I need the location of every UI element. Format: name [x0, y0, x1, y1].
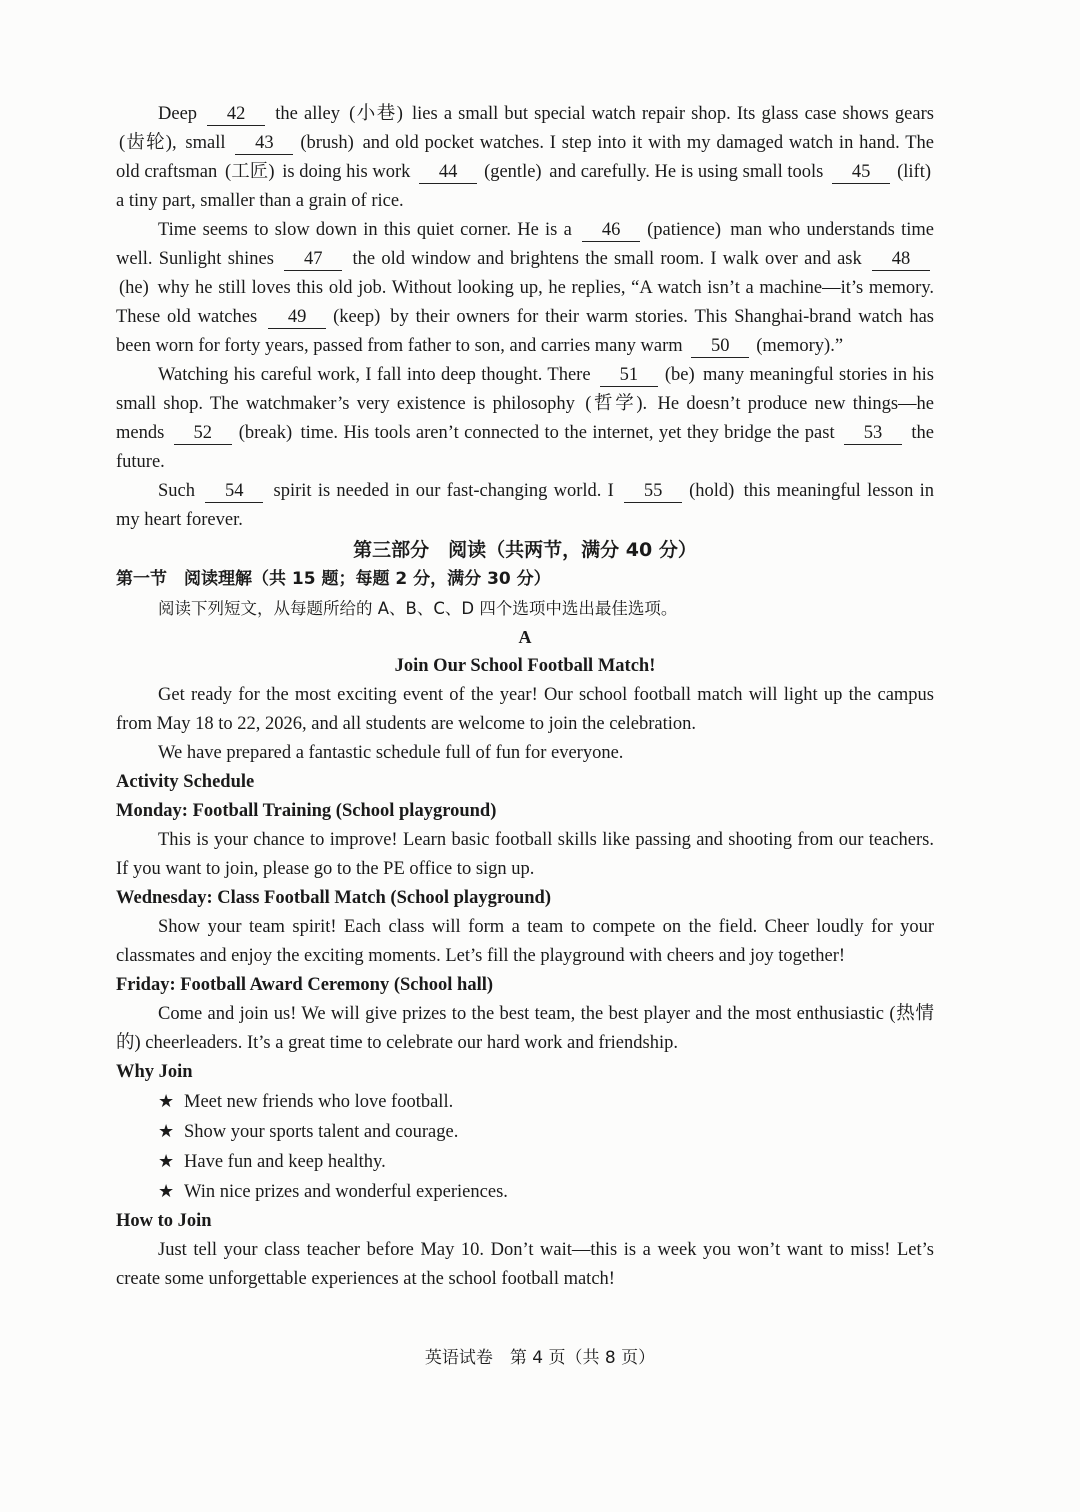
list-item-text: Have fun and keep healthy. — [184, 1152, 386, 1172]
why-join-list — [116, 1087, 934, 1207]
passage-letter: A — [518, 627, 532, 647]
text: is doing his work — [277, 162, 416, 182]
hint: (lift) — [897, 162, 931, 182]
hint: (keep) — [333, 307, 381, 327]
blank-54[interactable]: 54 — [205, 480, 263, 503]
hint: (gentle) — [484, 162, 542, 182]
section-one-title: 第一节 阅读理解（共 15 题；每题 2 分，满分 30 分） — [116, 569, 551, 589]
cloze-paragraph-4 — [116, 477, 934, 535]
blank-44[interactable]: 44 — [419, 161, 477, 184]
exam-page — [116, 100, 934, 1294]
monday-text: This is your chance to improve! Learn basic football skills like passing and shooting from our teachers. If you want to join, please go to the PE office to sign up. — [116, 830, 934, 879]
blank-42[interactable]: 42 — [207, 103, 265, 126]
blank-55[interactable]: 55 — [624, 480, 682, 503]
wednesday-text: Show your team spirit! Each class will form a team to compete on the field. Cheer loudly for your classmates and enjoy the exciting moments. Let’s fill the playground with cheers and joy together! — [116, 917, 934, 966]
friday-text: Come and join us! We will give prizes to the best team, the best player and the most enthusiastic (热情的) cheerleaders. It’s a great time to celebrate our hard work and friendship. — [116, 1004, 934, 1053]
list-item — [158, 1177, 934, 1207]
intro-paragraph: Get ready for the most exciting event of the year! Our school football match will light up the campus from May 18 to 22, 2026, and all students are welcome to join the celebration. — [116, 685, 934, 734]
hint: (patience) — [647, 220, 722, 240]
text: the old window and brightens the small room. I walk over and ask — [346, 249, 868, 269]
blank-53[interactable]: 53 — [844, 422, 902, 445]
text: Watching his careful work, I fall into deep thought. There — [158, 365, 596, 385]
text: this meaningful lesson in my heart forever. — [116, 481, 934, 530]
star-icon: ★ — [158, 1181, 175, 1202]
text: why he still loves this old job. Without looking up, he replies, “A watch isn’t a machine—it’s memory. These old watches — [116, 278, 934, 327]
text: Time seems to slow down in this quiet corner. He is a — [158, 220, 579, 240]
list-item — [158, 1147, 934, 1177]
page-footer: 英语试卷 第 4 页（共 8 页） — [424, 1348, 656, 1368]
why-join-heading: Why Join — [116, 1062, 193, 1082]
blank-46[interactable]: 46 — [582, 219, 640, 242]
text: man who understands time well. Sunlight shines — [116, 220, 934, 269]
list-item-text: Meet new friends who love football. — [184, 1092, 454, 1112]
wednesday-heading: Wednesday: Class Football Match (School playground) — [116, 888, 551, 908]
blank-43[interactable]: 43 — [235, 132, 293, 155]
monday-heading: Monday: Football Training (School playground) — [116, 801, 497, 821]
hint: (工匠) — [224, 162, 275, 182]
hint: (哲学). — [585, 394, 648, 414]
blank-51[interactable]: 51 — [600, 364, 658, 387]
how-to-join-heading: How to Join — [116, 1211, 212, 1231]
hint: (小巷) — [349, 104, 403, 124]
star-icon: ★ — [158, 1151, 175, 1172]
blank-45[interactable]: 45 — [832, 161, 890, 184]
text: by their owners for their warm stories. This Shanghai-brand watch has been worn for forty years, passed from father to son, and carries many warm — [116, 307, 934, 356]
text: small — [179, 133, 232, 153]
intro-paragraph-2: We have prepared a fantastic schedule full of fun for everyone. — [158, 743, 624, 763]
text: and carefully. He is using small tools — [544, 162, 829, 182]
hint: (be) — [664, 365, 695, 385]
how-to-join-text: Just tell your class teacher before May 10. Don’t wait—this is a week you won’t want to miss! Let’s create some unforgettable experiences at the school football match! — [116, 1240, 934, 1289]
hint: (he) — [119, 278, 149, 298]
text: and old pocket watches. I step into it with my damaged watch in hand. The old craftsman — [116, 133, 934, 182]
cloze-paragraph-1 — [116, 100, 934, 216]
list-item — [158, 1117, 934, 1147]
blank-49[interactable]: 49 — [268, 306, 326, 329]
part-three-title: 第三部分 阅读（共两节，满分 40 分） — [353, 539, 697, 561]
list-item-text: Win nice prizes and wonderful experiences. — [184, 1182, 508, 1202]
list-item — [158, 1087, 934, 1117]
text: Such — [158, 481, 202, 501]
text: lies a small but special watch repair shop. Its glass case shows gears — [405, 104, 934, 124]
blank-52[interactable]: 52 — [174, 422, 232, 445]
hint: (memory).” — [756, 336, 844, 356]
cloze-paragraph-2 — [116, 216, 934, 361]
schedule-heading: Activity Schedule — [116, 772, 255, 792]
text: Deep — [158, 104, 204, 124]
blank-47[interactable]: 47 — [284, 248, 342, 271]
text: the alley — [269, 104, 347, 124]
friday-heading: Friday: Football Award Ceremony (School hall) — [116, 975, 494, 995]
text: spirit is needed in our fast-changing world. I — [267, 481, 621, 501]
list-item-text: Show your sports talent and courage. — [184, 1122, 459, 1142]
blank-48[interactable]: 48 — [872, 248, 930, 271]
text: many meaningful stories in his small shop. The watchmaker’s very existence is philosophy — [116, 365, 934, 414]
star-icon: ★ — [158, 1121, 175, 1142]
text: time. His tools aren’t connected to the internet, yet they bridge the past — [295, 423, 840, 443]
cloze-paragraph-3 — [116, 361, 934, 477]
reading-instruction: 阅读下列短文，从每题所给的 A、B、C、D 四个选项中选出最佳选项。 — [158, 599, 678, 618]
passage-title: Join Our School Football Match! — [394, 656, 656, 676]
hint: (hold) — [689, 481, 735, 501]
hint: (齿轮), — [119, 133, 177, 153]
hint: (break) — [238, 423, 293, 443]
text: a tiny part, smaller than a grain of rice. — [116, 191, 404, 211]
blank-50[interactable]: 50 — [691, 335, 749, 358]
text: the future. — [116, 423, 935, 472]
text: He doesn’t produce new things—he mends — [116, 394, 934, 443]
star-icon: ★ — [158, 1091, 175, 1112]
hint: (brush) — [300, 133, 354, 153]
